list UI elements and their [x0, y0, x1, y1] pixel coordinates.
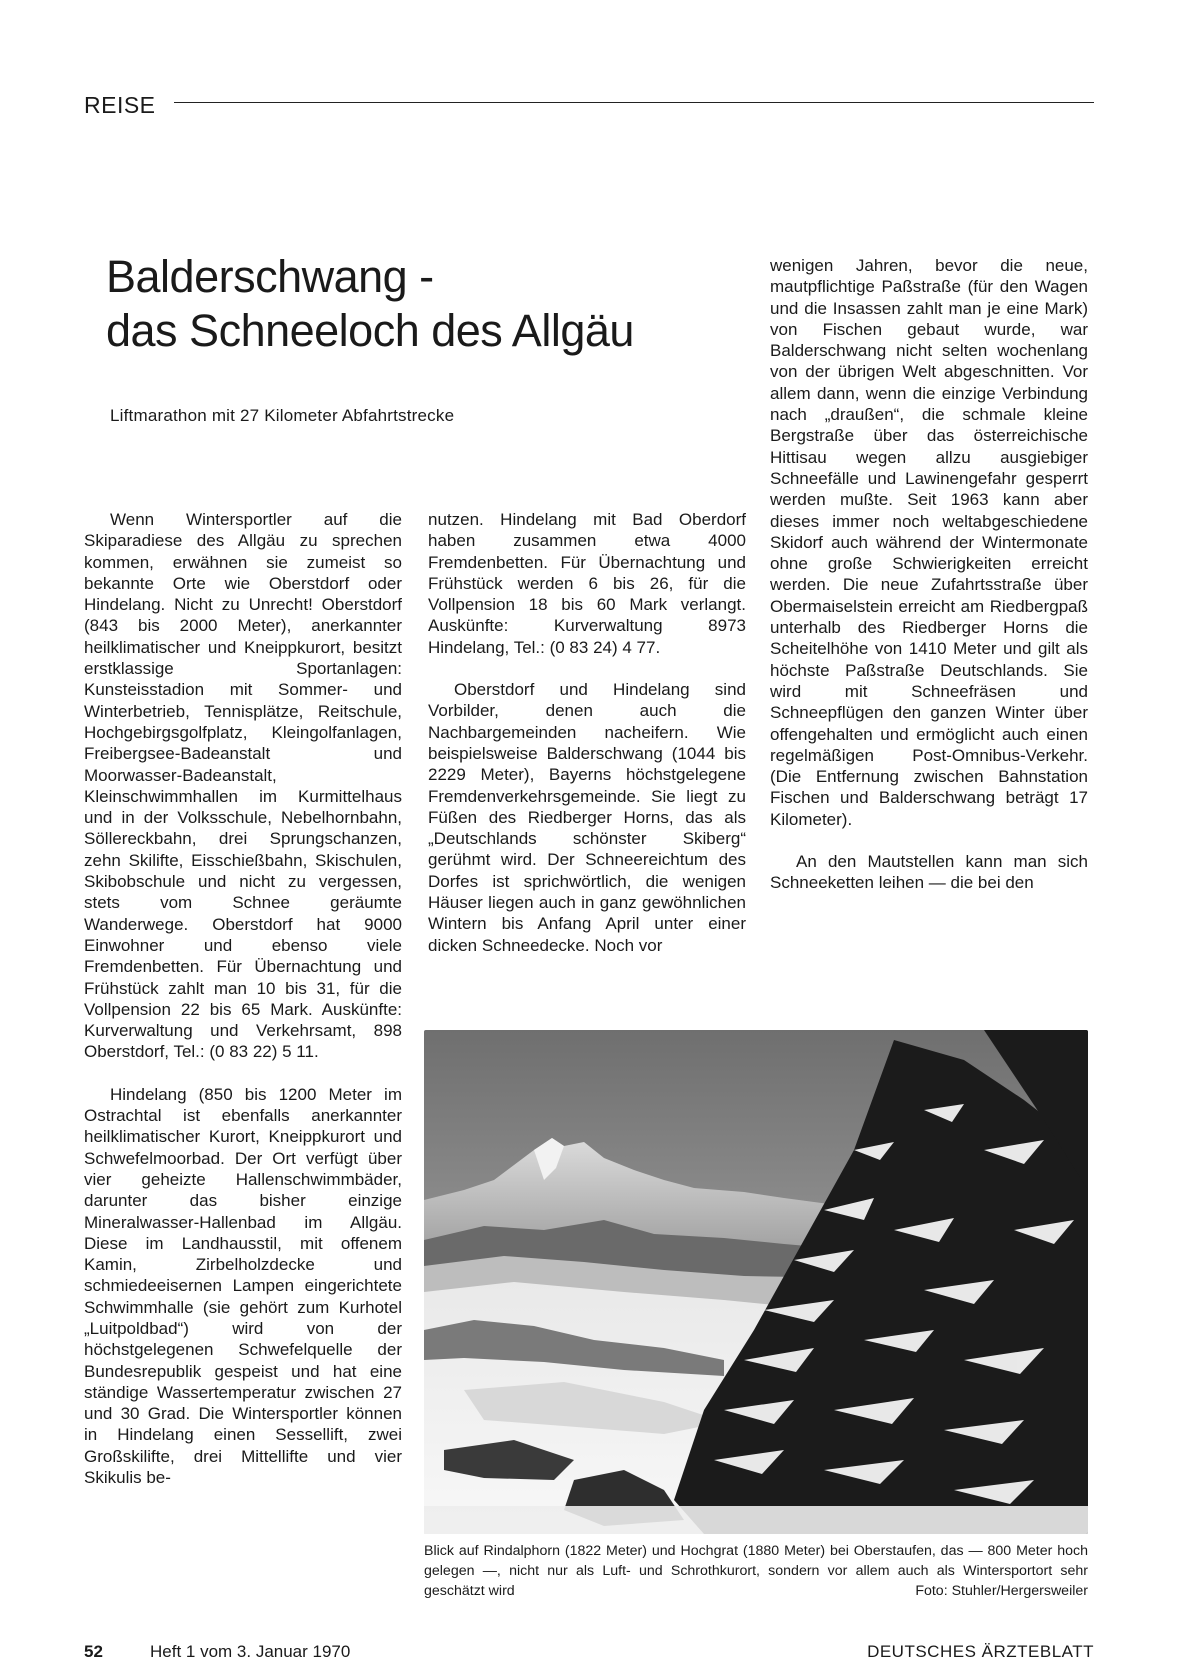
- paragraph: Oberstdorf und Hindelang sind Vorbilder, denen auch die Nachbargemeinden nacheifern. Wie beispielsweise Balderschwang (1044 bis 2229 Meter), Bayerns höchstgelegene Fremdenverkehrsgemeinde. Sie liegt zu Füßen des Riedberger Horns, das als „Deutschlands schönster Skiberg“ gerühmt wird. Der Schneereichtum des Dorfes ist sprichwörtlich, die wenigen Häuser liegen auch in ganz gewöhnlichen Wintern bis Anfang April unter einer dicken Schneedecke. Noch vor: [428, 680, 746, 955]
- winter-mountain-image: [424, 1030, 1088, 1534]
- paragraph: Hindelang (850 bis 1200 Meter im Ostrachtal ist ebenfalls anerkannter heilklimatischer Kurort, Kneippkurort und Schwefelmoorbad. Der Ort verfügt über vier geheizte Hallenschwimmbäder, darunter das bisher einzige Mineralwasser-Hallenbad im Allgäu. Diese im Landhausstil, mit offenem Kamin, Zirbelholzdecke und schmiedeeisernen Lampen eingerichtete Schwimmhalle (sie gehört zum Kurhotel „Luitpoldbad“) wird von der höchstgelegenen Schwefelquelle der Bundesrepublik gespeist und hat eine ständige Wassertemperatur zwischen 27 und 30 Grad. Die Wintersportler können in Hindelang einen Sessellift, zwei Großskilifte, drei Mittellifte und vier Skikulis be-: [84, 1084, 402, 1488]
- photo-caption: [424, 1541, 1088, 1601]
- photo-credit: Foto: Stuhler/Hergersweiler: [915, 1583, 1088, 1599]
- section-label: REISE: [84, 92, 156, 118]
- paragraph: wenigen Jahren, bevor die neue, mautpflichtige Paßstraße (für den Wagen und die Insassen zahlt man je eine Mark) von Fischen gebaut wurde, war Balderschwang nicht selten wochenlang von der übrigen Welt abgeschnitten. Vor allem dann, wenn die einzige Verbindung nach „draußen“, die schmale kleine Bergstraße über das österreichische Hittisau wegen allzu ausgiebiger Schneefälle und Lawinengefahr gesperrt werden mußte. Seit 1963 kann aber dieses immer noch weltabgeschiedene Skidorf auch während der Wintermonate ohne große Schwierigkeiten erreicht werden. Die neue Zufahrtsstraße über Obermaiselstein erreicht am Riedbergpaß unterhalb des Riedberger Horns die Scheitelhöhe von 1410 Meter und gilt als höchste Paßstraße Deutschlands. Sie wird mit Schneefräsen und Schneepflügen den ganzen Winter über offengehalten und ermöglicht auch einen regelmäßigen Post-Omnibus-Verkehr. (Die Entfernung zwischen Bahnstation Fischen und Balderschwang beträgt 17 Kilometer).: [770, 256, 1088, 829]
- journal-name: DEUTSCHES ÄRZTEBLATT: [867, 1642, 1094, 1661]
- article-title: [106, 250, 706, 358]
- title-line-1: Balderschwang -: [106, 251, 434, 302]
- header-rule: [174, 102, 1094, 103]
- text-column-1: [84, 509, 402, 1488]
- landscape-photo: [424, 1030, 1088, 1534]
- page-number: 52: [84, 1642, 103, 1661]
- paragraph: An den Mautstellen kann man sich Schneeketten leihen — die bei den: [770, 852, 1088, 893]
- paragraph: nutzen. Hindelang mit Bad Oberdorf haben zusammen etwa 4000 Fremdenbetten. Für Übernachtung und Frühstück werden 6 bis 26, für die Vollpension 18 bis 60 Mark verlangt. Auskünfte: Kurverwaltung 8973 Hindelang, Tel.: (0 83 24) 4 77.: [428, 510, 746, 657]
- title-line-2: das Schneeloch des Allgäu: [106, 305, 634, 356]
- article-subtitle: Liftmarathon mit 27 Kilometer Abfahrtstrecke: [110, 406, 455, 425]
- text-column-3: [770, 255, 1088, 894]
- issue-info: Heft 1 vom 3. Januar 1970: [150, 1642, 351, 1661]
- text-column-2: [428, 509, 746, 956]
- caption-text: Blick auf Rindalphorn (1822 Meter) und Hochgrat (1880 Meter) bei Oberstaufen, das — 800 Meter hoch gelegen —, nicht nur als Luft- und Schrothkurort, sondern vor allem auch als Wintersportort sehr geschätzt wird: [424, 1543, 1088, 1599]
- paragraph: Wenn Wintersportler auf die Skiparadiese des Allgäu zu sprechen kommen, erwähnen sie zumeist so bekannte Orte wie Oberstdorf oder Hindelang. Nicht zu Unrecht! Oberstdorf (843 bis 2000 Meter), anerkannter heilklimatischer und Kneippkurort, besitzt erstklassige Sportanlagen: Kunsteisstadion mit Sommer- und Winterbetrieb, Tennisplätze, Reitschule, Hochgebirgsgolfplatz, Kleingolfanlagen, Freibergsee-Badeanstalt und Moorwasser-Badeanstalt, Kleinschwimmhallen im Kurmittelhaus und in der Volksschule, Nebelhornbahn, Söllereckbahn, drei Sprungschanzen, zehn Skilifte, Eisschießbahn, Skischulen, Skibobschule und nicht zu vergessen, stets vom Schnee geräumte Wanderwege. Oberstdorf hat 9000 Einwohner und ebenso viele Fremdenbetten. Für Übernachtung und Frühstück zahlt man 10 bis 31, für die Vollpension 22 bis 65 Mark. Auskünfte: Kurverwaltung und Verkehrsamt, 898 Oberstdorf, Tel.: (0 83 22) 5 11.: [84, 510, 402, 1062]
